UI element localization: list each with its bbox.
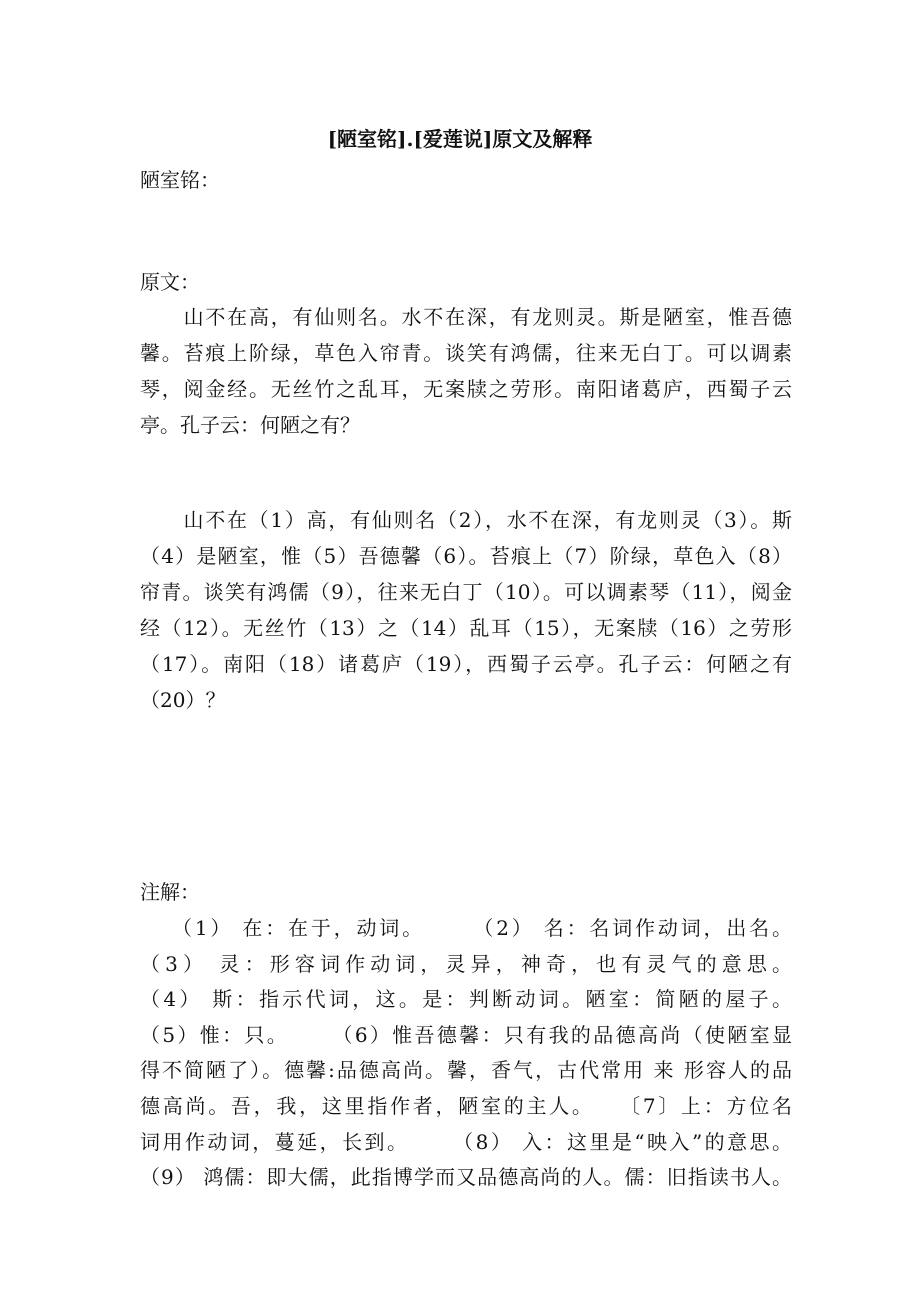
text-line: 经（12）。无丝竹（13）之（14）乱耳（15），无案牍（16）之劳形 — [140, 616, 792, 640]
text-line: 亭。孔子云：何陋之有？ — [140, 413, 360, 437]
notes-heading: 注解： — [140, 880, 200, 904]
section-heading: 陋室铭： — [140, 168, 220, 192]
text-line: 山不在（1）高，有仙则名（2），水不在深，有龙则灵（3）。斯 — [140, 508, 792, 532]
text-line: （4） 斯：指示代词，这。是：判断动词。陋室：简陋的屋子。 — [140, 987, 792, 1012]
document-title: [陋室铭].[爱莲说]原文及解释 — [327, 127, 593, 151]
text-line: 山不在高，有仙则名。水不在深，有龙则灵。斯是陋室，惟吾德 — [140, 305, 792, 329]
text-line: （5）惟：只。 （6）惟吾德馨：只有我的品德高尚（使陋室显 — [140, 1022, 792, 1047]
text-line: 馨。苔痕上阶绿，草色入帘青。谈笑有鸿儒，往来无白丁。可以调素 — [140, 341, 792, 365]
text-line: 得不简陋了）。德馨:品德高尚。馨，香气，古代常用 来 形容人的品 — [140, 1058, 792, 1083]
text-line: （1） 在：在于，动词。 （2） 名：名词作动词，出名。 — [140, 916, 792, 940]
text-line: （3） 灵：形容词作动词，灵异，神奇，也有灵气的意思。 — [140, 951, 792, 976]
text-line: 词用作动词，蔓延，长到。 （8） 入：这里是“映入”的意思。 — [140, 1129, 792, 1154]
text-line: 帘青。谈笑有鸿儒（9），往来无白丁（10）。可以调素琴（11），阅金 — [140, 580, 792, 604]
text-line: （17）。南阳（18）诸葛庐（19），西蜀子云亭。孔子云：何陋之有 — [140, 652, 792, 676]
text-line: 德高尚。吾，我，这里指作者，陋室的主人。 〔7〕上：方位名 — [140, 1094, 792, 1118]
text-line: （4）是陋室，惟（5）吾德馨（6）。苔痕上（7）阶绿，草色入（8） — [140, 544, 792, 568]
original-heading: 原文： — [140, 270, 200, 294]
text-line: （9） 鸿儒：即大儒，此指博学而又品德高尚的人。儒：旧指读书人。 — [140, 1165, 792, 1190]
text-line: 琴，阅金经。无丝竹之乱耳，无案牍之劳形。南阳诸葛庐，西蜀子云 — [140, 377, 792, 401]
text-line: （20）？ — [140, 688, 226, 712]
